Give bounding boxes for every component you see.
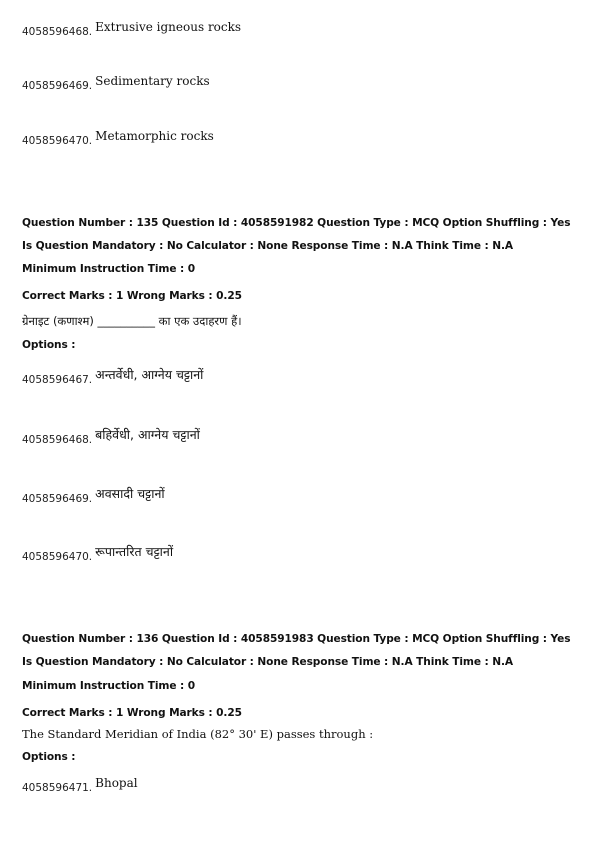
option-row — [22, 486, 165, 506]
option-id: 4058596469. — [22, 493, 93, 505]
question-settings: Is Question Mandatory : No Calculator : None Response Time : N.A Think Time : N.A — [22, 656, 514, 668]
question-header: Question Number : 135 Question Id : 4058591982 Question Type : MCQ Option Shuffling : Yes — [22, 217, 571, 229]
option-text: अवसादी चट्टानों — [95, 486, 165, 501]
question-text: ग्रेनाइट (कणाश्म) __________ का एक उदाहरण हैं। — [22, 314, 242, 328]
question-header: Question Number : 136 Question Id : 4058591983 Question Type : MCQ Option Shuffling : Yes — [22, 633, 571, 645]
option-id: 4058596470. — [22, 551, 93, 563]
instruction-time: Minimum Instruction Time : 0 — [22, 680, 196, 692]
option-text: Metamorphic rocks — [95, 129, 214, 143]
option-text: अन्तर्वेधी, आग्नेय चट्टानों — [95, 367, 204, 382]
question-marks: Correct Marks : 1 Wrong Marks : 0.25 — [22, 707, 242, 719]
option-id: 4058596468. — [22, 434, 93, 446]
option-text: Extrusive igneous rocks — [95, 20, 242, 34]
option-text: बहिर्वेधी, आग्नेय चट्टानों — [95, 427, 200, 442]
question-marks: Correct Marks : 1 Wrong Marks : 0.25 — [22, 290, 242, 302]
option-row — [22, 776, 138, 794]
option-text: Bhopal — [95, 776, 138, 790]
option-id: 4058596469. — [22, 80, 93, 92]
option-id: 4058596467. — [22, 374, 93, 386]
options-label: Options : — [22, 339, 76, 351]
options-label: Options : — [22, 751, 76, 763]
instruction-time: Minimum Instruction Time : 0 — [22, 263, 196, 275]
question-text: The Standard Meridian of India (82° 30' E) passes through : — [22, 727, 374, 741]
option-row — [22, 129, 214, 147]
option-id: 4058596468. — [22, 26, 93, 38]
option-id: 4058596470. — [22, 135, 93, 147]
option-id: 4058596471. — [22, 782, 93, 794]
option-text: रूपान्तरित चट्टानों — [95, 544, 174, 559]
option-row — [22, 367, 204, 387]
question-settings: Is Question Mandatory : No Calculator : None Response Time : N.A Think Time : N.A — [22, 240, 514, 252]
option-row — [22, 427, 200, 447]
option-row — [22, 20, 242, 38]
option-row — [22, 544, 174, 564]
option-row — [22, 74, 210, 92]
option-text: Sedimentary rocks — [95, 74, 210, 88]
